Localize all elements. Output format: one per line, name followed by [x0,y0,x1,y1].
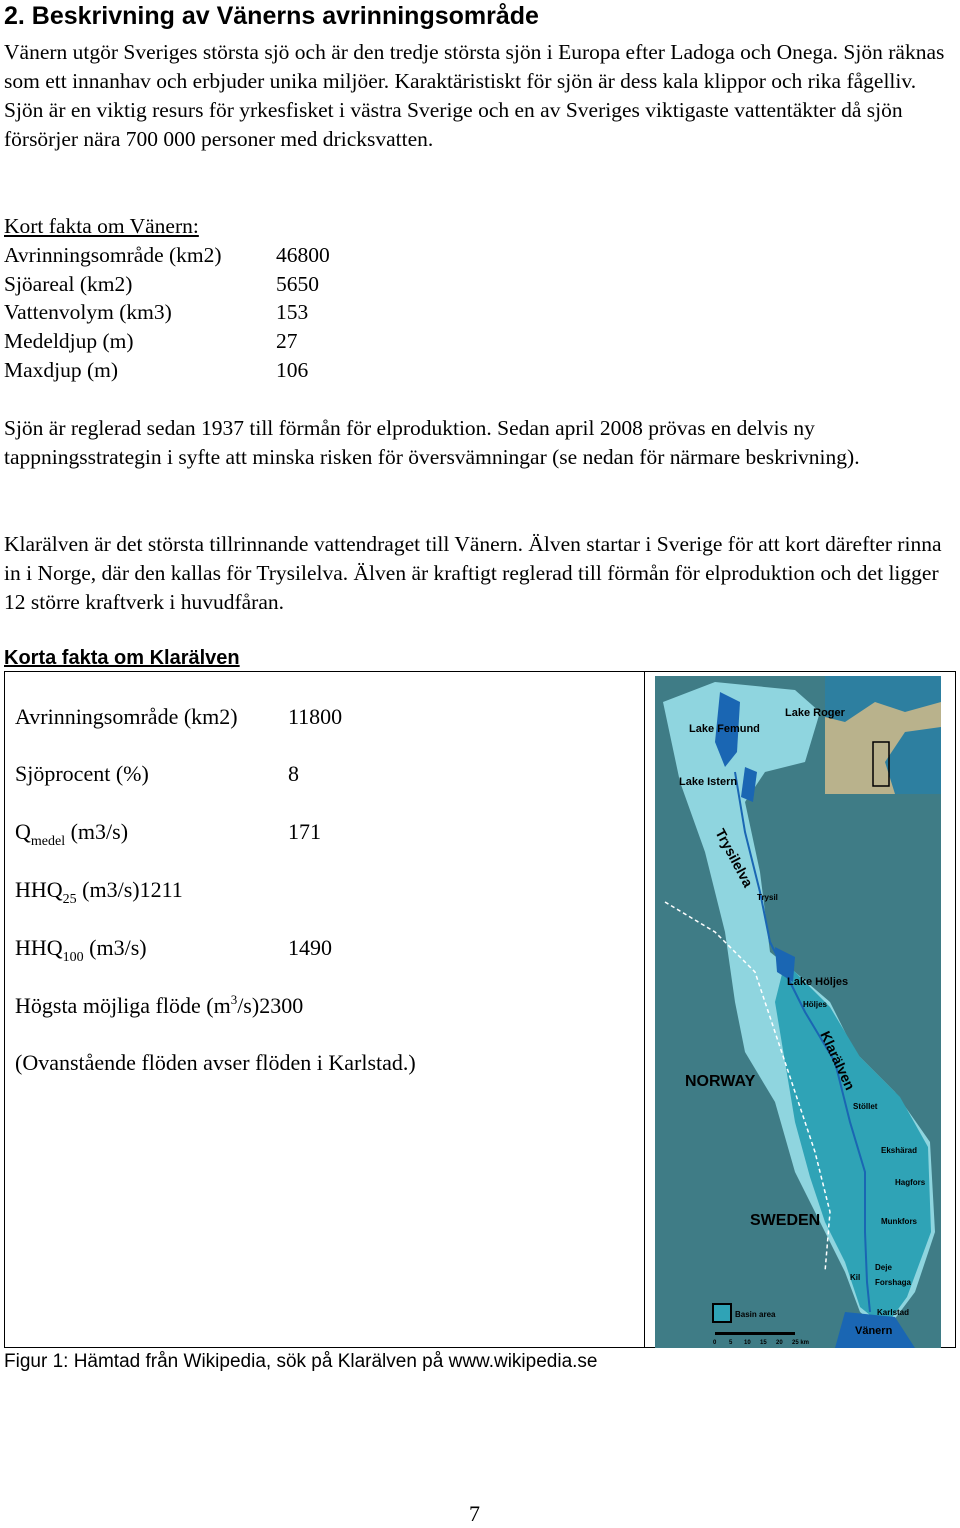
flow-note: (Ovanstående flöden avser flöden i Karlstad.) [15,1050,416,1075]
scale-tick: 0 [713,1340,717,1346]
label-main: HHQ [15,935,63,960]
section-heading: 2. Beskrivning av Vänerns avrinningsområde [4,2,539,30]
fact-value: 1211 [139,877,183,902]
label-rest: /s) [237,993,260,1018]
map-label: Deje [875,1263,892,1272]
map-label: Trysil [757,893,778,902]
legend-label: Basin area [735,1310,776,1319]
label-subscript: medel [30,834,66,849]
klaralven-fact-row [15,933,332,967]
klaralven-fact-row [15,702,342,732]
map-label: Munkfors [881,1217,917,1226]
fact-value: 46800 [276,243,330,267]
figure-caption: Figur 1: Hämtad från Wikipedia, sök på Klarälven på www.wikipedia.se [4,1351,598,1372]
map-label: Vänern [855,1325,893,1337]
label-rest: (m3/s) [83,935,147,960]
map-label: Klarälven [817,1028,859,1093]
fact-value: 11800 [288,704,343,729]
vanern-fact-row [4,356,308,385]
map-label: Stöllet [853,1102,878,1111]
map-label: Forshaga [875,1278,912,1287]
fact-label: Vattenvolym (km3) [4,300,172,324]
fact-label: Avrinningsområde (km2) [15,704,238,729]
fact-label: Sjöprocent (%) [15,761,149,786]
label-subscript: 100 [62,950,84,965]
map-label: NORWAY [685,1073,756,1090]
fact-value: 171 [288,819,321,844]
klaralven-fact-row [15,875,183,909]
label-subscript: 25 [62,892,77,907]
fact-label [15,875,140,909]
map-label: Lake Roger [785,707,845,719]
map-label: Ekshärad [881,1146,918,1155]
vanern-fact-row [4,327,298,356]
map-label: Hagfors [895,1178,926,1187]
map-label: Karlstad [877,1308,910,1317]
legend-swatch [713,1304,731,1322]
scale-bar [715,1332,795,1335]
klaralven-facts-title: Korta fakta om Klarälven [4,647,240,669]
map-label: Lake Femund [689,723,760,735]
klaralven-fact-row [15,817,321,851]
fact-value: 106 [276,358,309,382]
map-label: Lake Höljes [787,976,849,988]
scale-tick: 5 [729,1340,733,1346]
vanern-facts-title: Kort fakta om Vänern: [4,214,199,238]
page-number: 7 [469,1501,480,1526]
label-main: Q [15,819,31,844]
fact-label [15,817,288,851]
scale-tick: 10 [744,1340,751,1346]
klaralven-basin-map [645,672,956,1349]
fact-value: 8 [288,761,299,786]
fact-label: Avrinningsområde (km2) [4,243,222,267]
map-label: Trysilelva [712,825,757,890]
vanern-fact-row [4,270,319,299]
label-main: HHQ [15,877,63,902]
vanern-fact-row [4,241,330,270]
fact-value: 1490 [288,935,332,960]
label-superscript: 3 [230,992,238,1007]
fact-label: Maxdjup (m) [4,358,119,382]
label-rest: (m3/s) [76,877,140,902]
klaralven-fact-row [15,991,303,1024]
klaralven-fact-row [15,759,299,789]
fact-value: 153 [276,300,309,324]
scale-tick: 20 [776,1340,783,1346]
klaralven-paragraph: Klarälven är det största tillrinnande vattendraget till Vänern. Älven startar i Sverige för att kort därefter rinna in i Norge, där den kallas för Trysilelva. Älven är kraftigt reglerad till förmån för elproduktion och det ligger 12 större kraftverk i huvudfåran. [4,532,942,614]
label-rest: (m3/s) [65,819,129,844]
label-main: Högsta möjliga flöde (m [15,993,231,1018]
intro-paragraph: Vänern utgör Sveriges största sjö och är den tredje största sjön i Europa efter Ladoga och Onega. Sjön räknas som ett innanhav och erbjuder unika miljöer. Karaktäristiskt för sjön är dess kala klippor och rika fågelliv. Sjön är en viktig resurs för yrkesfisket i västra Sverige och en av Sveriges viktigaste vattentäkter då sjön försörjer nära 700 000 personer med dricksvatten. [4,40,945,151]
fact-value: 27 [276,329,298,353]
scale-tick: 15 [760,1340,767,1346]
fact-label: Medeldjup (m) [4,329,134,353]
map-frame [645,671,956,1348]
fact-label [15,991,259,1024]
fact-value: 2300 [259,993,304,1018]
map-label: SWEDEN [750,1212,821,1229]
fact-label [15,933,288,967]
map-label: Lake Istern [679,776,738,788]
fact-value: 5650 [276,272,319,296]
map-label: Höljes [803,1000,828,1009]
fact-label: Sjöareal (km2) [4,272,133,296]
klaralven-facts-box [4,671,645,1348]
vanern-fact-row [4,298,308,327]
regulation-paragraph: Sjön är reglerad sedan 1937 till förmån för elproduktion. Sedan april 2008 prövas en delvis ny tappningsstrategin i syfte att minska risken för översvämningar (se nedan för närmare beskrivning). [4,416,860,469]
scale-tick: 25 km [792,1340,810,1346]
map-label: Kil [850,1273,861,1282]
